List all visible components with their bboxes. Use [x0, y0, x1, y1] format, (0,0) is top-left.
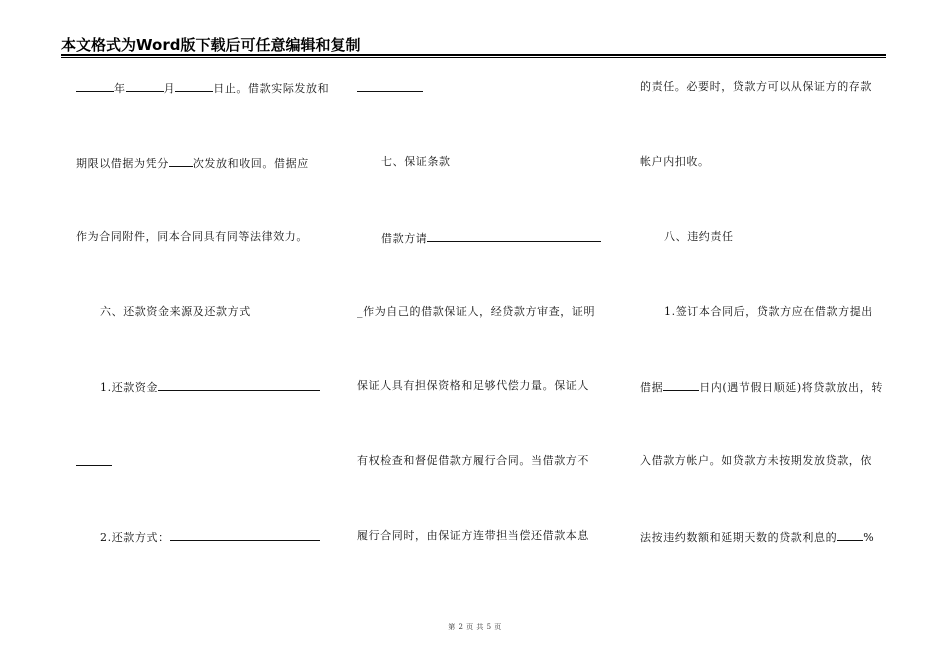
col3-line-2: 帐户内扣收。 [640, 155, 710, 168]
section-heading-repayment: 六、还款资金来源及还款方式 [100, 305, 251, 318]
blank-field [76, 80, 114, 92]
col2-line-6: 有权检查和督促借款方履行合同。当借款方不 [357, 454, 589, 467]
blank-field [170, 529, 320, 541]
col2-line-5: 保证人具有担保资格和足够代偿力量。保证人 [357, 379, 589, 392]
header-rule [61, 54, 886, 56]
col3-line-5: 借据 日内(遇节假日顺延)将贷款放出，转 [640, 381, 883, 394]
col2-line-7: 履行合同时，由保证方连带担当偿还借款本息 [357, 529, 589, 542]
page-number: 第 2 页 共 5 页 [448, 623, 502, 631]
col2-line-1 [357, 80, 423, 96]
col3-line-4: 1.签订本合同后，贷款方应在借款方提出 [664, 305, 873, 318]
col1-line-6 [76, 454, 112, 470]
col1-line-7: 2.还款方式： [76, 529, 320, 545]
col3-line-1: 的责任。必要时，贷款方可以从保证方的存款 [640, 80, 872, 93]
blank-field [427, 230, 601, 242]
col1-line-2: 期限以借据为凭分 次发放和收回。借据应 [76, 157, 309, 170]
col1-line-3: 作为合同附件，同本合同具有同等法律效力。 [76, 230, 308, 243]
blank-field [357, 80, 423, 92]
blank-field [663, 379, 699, 391]
blank-field [837, 529, 863, 541]
col3-line-6: 入借款方帐户。如贷款方未按期发放贷款，依 [640, 454, 872, 467]
section-heading-guarantee: 七、保证条款 [381, 155, 451, 168]
section-heading-breach: 八、违约责任 [664, 230, 734, 243]
blank-field [76, 454, 112, 466]
col1-line-1: 年 月 日止。借款实际发放和 [76, 80, 329, 96]
blank-field [169, 155, 193, 167]
col2-line-3: 借款方请 [357, 230, 601, 246]
blank-field [158, 379, 320, 391]
col1-line-5: 1.还款资金 [76, 379, 320, 395]
col2-line-4: _作为自己的借款保证人，经贷款方审查，证明 [357, 305, 596, 318]
col3-line-7: 法按违约数额和延期天数的贷款利息的 % [640, 531, 875, 544]
document-header-title: 本文格式为Word版下载后可任意编辑和复制 [61, 36, 361, 54]
header-rule-thin [61, 57, 886, 58]
blank-field [126, 80, 164, 92]
blank-field [175, 80, 213, 92]
